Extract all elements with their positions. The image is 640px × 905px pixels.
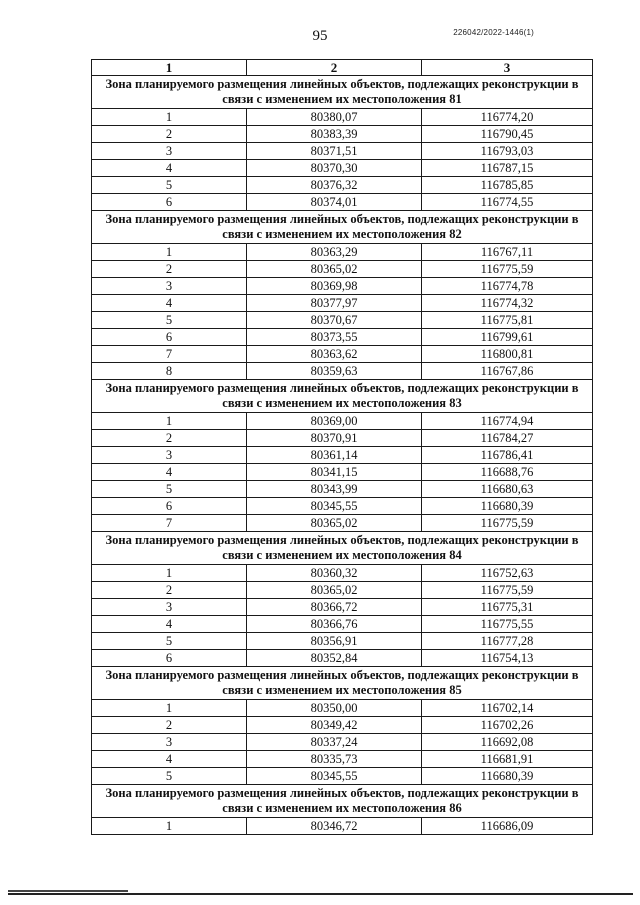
table-row <box>92 160 593 177</box>
y-coordinate-cell: 116767,86 <box>422 363 593 380</box>
coordinates-table-body <box>92 60 593 835</box>
x-coordinate-cell: 80363,62 <box>247 346 422 363</box>
y-coordinate-cell: 116787,15 <box>422 160 593 177</box>
y-coordinate-cell: 116775,59 <box>422 515 593 532</box>
point-number-cell: 6 <box>92 329 247 346</box>
point-number-cell: 7 <box>92 346 247 363</box>
point-number-cell: 3 <box>92 734 247 751</box>
point-number-cell: 2 <box>92 717 247 734</box>
x-coordinate-cell: 80377,97 <box>247 295 422 312</box>
point-number-cell: 2 <box>92 261 247 278</box>
y-coordinate-cell: 116774,55 <box>422 194 593 211</box>
y-coordinate-cell: 116752,63 <box>422 565 593 582</box>
point-number-cell: 5 <box>92 633 247 650</box>
table-row <box>92 734 593 751</box>
table-row <box>92 312 593 329</box>
x-coordinate-cell: 80380,07 <box>247 109 422 126</box>
point-number-cell: 5 <box>92 481 247 498</box>
point-number-cell: 2 <box>92 430 247 447</box>
point-number-cell: 1 <box>92 700 247 717</box>
table-row <box>92 109 593 126</box>
table-row <box>92 700 593 717</box>
point-number-cell: 2 <box>92 126 247 143</box>
table-row <box>92 565 593 582</box>
y-coordinate-cell: 116774,78 <box>422 278 593 295</box>
x-coordinate-cell: 80361,14 <box>247 447 422 464</box>
x-coordinate-cell: 80365,02 <box>247 582 422 599</box>
point-number-cell: 5 <box>92 768 247 785</box>
x-coordinate-cell: 80370,67 <box>247 312 422 329</box>
y-coordinate-cell: 116775,81 <box>422 312 593 329</box>
zone-title: Зона планируемого размещения линейных объектов, подлежащих реконструкции в связи с изменением их местоположения 86 <box>92 785 593 818</box>
point-number-cell: 4 <box>92 616 247 633</box>
y-coordinate-cell: 116785,85 <box>422 177 593 194</box>
x-coordinate-cell: 80356,91 <box>247 633 422 650</box>
x-coordinate-cell: 80343,99 <box>247 481 422 498</box>
table-row <box>92 261 593 278</box>
point-number-cell: 3 <box>92 278 247 295</box>
table-row <box>92 194 593 211</box>
y-coordinate-cell: 116784,27 <box>422 430 593 447</box>
x-coordinate-cell: 80345,55 <box>247 768 422 785</box>
footer-rule <box>8 893 633 895</box>
y-coordinate-cell: 116702,26 <box>422 717 593 734</box>
table-row <box>92 363 593 380</box>
y-coordinate-cell: 116680,39 <box>422 498 593 515</box>
table-row <box>92 177 593 194</box>
point-number-cell: 6 <box>92 498 247 515</box>
table-row <box>92 464 593 481</box>
x-coordinate-cell: 80366,72 <box>247 599 422 616</box>
footer-rule-short <box>8 890 128 892</box>
zone-title-row <box>92 667 593 700</box>
y-coordinate-cell: 116702,14 <box>422 700 593 717</box>
table-row <box>92 498 593 515</box>
table-row <box>92 143 593 160</box>
table-row <box>92 650 593 667</box>
y-coordinate-cell: 116692,08 <box>422 734 593 751</box>
y-coordinate-cell: 116790,45 <box>422 126 593 143</box>
table-row <box>92 278 593 295</box>
table-row <box>92 244 593 261</box>
column-header-y: 3 <box>422 60 593 76</box>
zone-title: Зона планируемого размещения линейных объектов, подлежащих реконструкции в связи с изменением их местоположения 83 <box>92 380 593 413</box>
point-number-cell: 3 <box>92 447 247 464</box>
y-coordinate-cell: 116777,28 <box>422 633 593 650</box>
point-number-cell: 3 <box>92 599 247 616</box>
x-coordinate-cell: 80363,29 <box>247 244 422 261</box>
y-coordinate-cell: 116774,20 <box>422 109 593 126</box>
table-row <box>92 329 593 346</box>
zone-title: Зона планируемого размещения линейных объектов, подлежащих реконструкции в связи с изменением их местоположения 84 <box>92 532 593 565</box>
table-row <box>92 346 593 363</box>
zone-title-row <box>92 785 593 818</box>
table-row <box>92 616 593 633</box>
point-number-cell: 6 <box>92 650 247 667</box>
zone-title-row <box>92 76 593 109</box>
y-coordinate-cell: 116680,63 <box>422 481 593 498</box>
y-coordinate-cell: 116800,81 <box>422 346 593 363</box>
x-coordinate-cell: 80370,91 <box>247 430 422 447</box>
y-coordinate-cell: 116681,91 <box>422 751 593 768</box>
x-coordinate-cell: 80376,32 <box>247 177 422 194</box>
y-coordinate-cell: 116774,94 <box>422 413 593 430</box>
x-coordinate-cell: 80335,73 <box>247 751 422 768</box>
x-coordinate-cell: 80337,24 <box>247 734 422 751</box>
point-number-cell: 2 <box>92 582 247 599</box>
table-row <box>92 295 593 312</box>
column-header-point: 1 <box>92 60 247 76</box>
table-row <box>92 768 593 785</box>
point-number-cell: 3 <box>92 143 247 160</box>
point-number-cell: 4 <box>92 751 247 768</box>
y-coordinate-cell: 116775,59 <box>422 582 593 599</box>
x-coordinate-cell: 80350,00 <box>247 700 422 717</box>
point-number-cell: 1 <box>92 818 247 835</box>
table-row <box>92 717 593 734</box>
y-coordinate-cell: 116680,39 <box>422 768 593 785</box>
zone-title: Зона планируемого размещения линейных объектов, подлежащих реконструкции в связи с изменением их местоположения 82 <box>92 211 593 244</box>
point-number-cell: 1 <box>92 565 247 582</box>
y-coordinate-cell: 116767,11 <box>422 244 593 261</box>
x-coordinate-cell: 80371,51 <box>247 143 422 160</box>
document-number: 226042/2022-1446(1) <box>453 28 534 37</box>
table-row <box>92 633 593 650</box>
point-number-cell: 7 <box>92 515 247 532</box>
table-row <box>92 818 593 835</box>
y-coordinate-cell: 116786,41 <box>422 447 593 464</box>
point-number-cell: 1 <box>92 109 247 126</box>
column-header-x: 2 <box>247 60 422 76</box>
y-coordinate-cell: 116775,59 <box>422 261 593 278</box>
table-row <box>92 582 593 599</box>
zone-title: Зона планируемого размещения линейных объектов, подлежащих реконструкции в связи с изменением их местоположения 85 <box>92 667 593 700</box>
x-coordinate-cell: 80365,02 <box>247 515 422 532</box>
table-row <box>92 413 593 430</box>
point-number-cell: 1 <box>92 413 247 430</box>
x-coordinate-cell: 80360,32 <box>247 565 422 582</box>
x-coordinate-cell: 80373,55 <box>247 329 422 346</box>
x-coordinate-cell: 80352,84 <box>247 650 422 667</box>
x-coordinate-cell: 80370,30 <box>247 160 422 177</box>
y-coordinate-cell: 116686,09 <box>422 818 593 835</box>
coordinates-table <box>91 59 593 835</box>
zone-title-row <box>92 380 593 413</box>
column-header-row <box>92 60 593 76</box>
table-row <box>92 430 593 447</box>
x-coordinate-cell: 80366,76 <box>247 616 422 633</box>
x-coordinate-cell: 80374,01 <box>247 194 422 211</box>
y-coordinate-cell: 116775,31 <box>422 599 593 616</box>
zone-title-row <box>92 211 593 244</box>
x-coordinate-cell: 80349,42 <box>247 717 422 734</box>
point-number-cell: 4 <box>92 295 247 312</box>
page-number: 95 <box>312 28 328 44</box>
table-row <box>92 447 593 464</box>
x-coordinate-cell: 80369,98 <box>247 278 422 295</box>
y-coordinate-cell: 116754,13 <box>422 650 593 667</box>
point-number-cell: 8 <box>92 363 247 380</box>
point-number-cell: 5 <box>92 312 247 329</box>
x-coordinate-cell: 80365,02 <box>247 261 422 278</box>
y-coordinate-cell: 116775,55 <box>422 616 593 633</box>
y-coordinate-cell: 116774,32 <box>422 295 593 312</box>
point-number-cell: 6 <box>92 194 247 211</box>
table-row <box>92 515 593 532</box>
point-number-cell: 5 <box>92 177 247 194</box>
table-row <box>92 599 593 616</box>
y-coordinate-cell: 116799,61 <box>422 329 593 346</box>
y-coordinate-cell: 116793,03 <box>422 143 593 160</box>
x-coordinate-cell: 80345,55 <box>247 498 422 515</box>
point-number-cell: 4 <box>92 464 247 481</box>
x-coordinate-cell: 80383,39 <box>247 126 422 143</box>
y-coordinate-cell: 116688,76 <box>422 464 593 481</box>
x-coordinate-cell: 80346,72 <box>247 818 422 835</box>
x-coordinate-cell: 80341,15 <box>247 464 422 481</box>
zone-title-row <box>92 532 593 565</box>
zone-title: Зона планируемого размещения линейных объектов, подлежащих реконструкции в связи с изменением их местоположения 81 <box>92 76 593 109</box>
table-row <box>92 751 593 768</box>
x-coordinate-cell: 80359,63 <box>247 363 422 380</box>
point-number-cell: 1 <box>92 244 247 261</box>
point-number-cell: 4 <box>92 160 247 177</box>
table-row <box>92 481 593 498</box>
table-row <box>92 126 593 143</box>
x-coordinate-cell: 80369,00 <box>247 413 422 430</box>
